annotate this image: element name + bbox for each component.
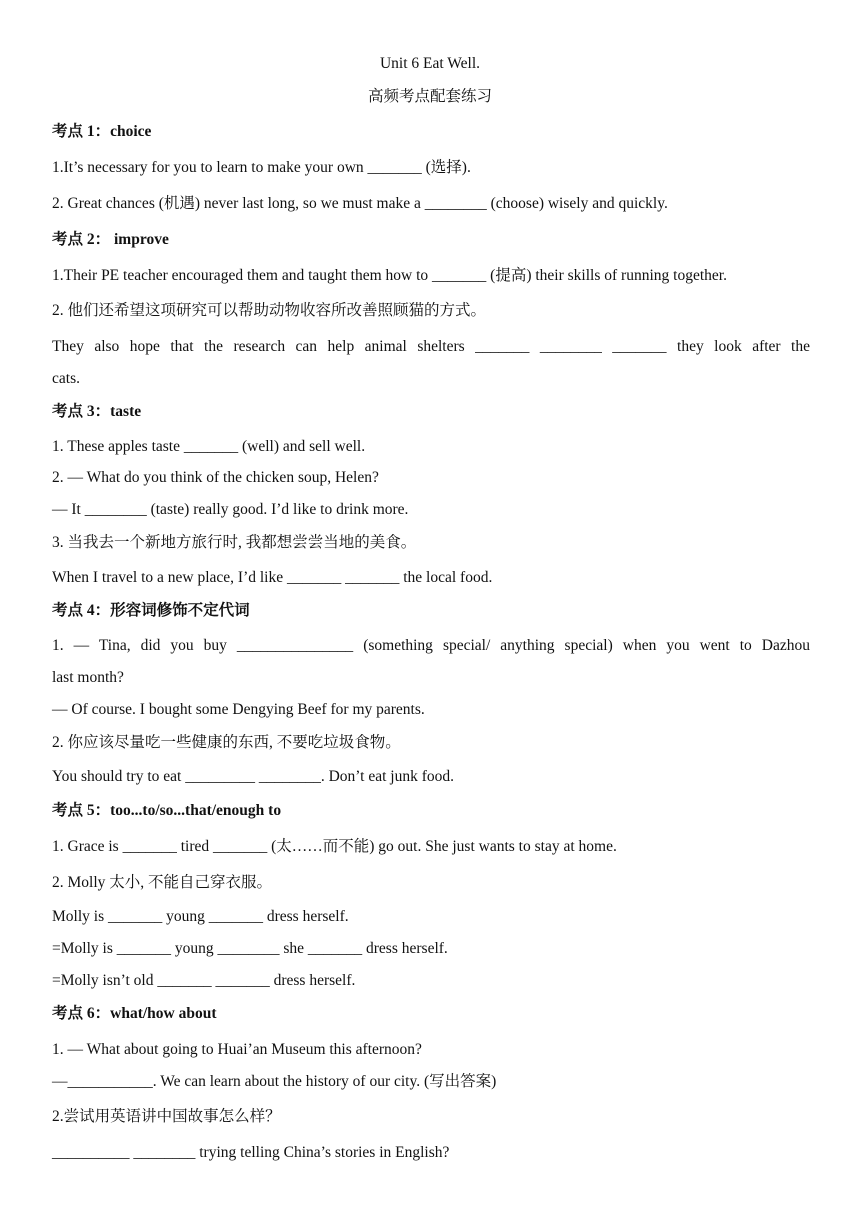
page-title: Unit 6 Eat Well. <box>379 55 481 72</box>
exercise-line: —___________. We can learn about the history of our city. (写出答案) <box>52 1073 497 1090</box>
exercise-line: cats. <box>52 370 80 387</box>
exercise-line: =Molly isn’t old _______ _______ dress herself. <box>52 972 356 989</box>
exercise-line: 1. Grace is _______ tired _______ (太……而不能) go out. She just wants to stay at home. <box>52 838 617 855</box>
exercise-line: 2.尝试用英语讲中国故事怎么样？ <box>52 1108 281 1125</box>
exercise-line: 1.Their PE teacher encouraged them and taught them how to _______ (提高) their skills of running together. <box>52 267 727 284</box>
section-heading-2: 考点 2： improve <box>52 231 169 248</box>
exercise-line: last month? <box>52 669 124 686</box>
exercise-line: When I travel to a new place, I’d like _______ _______ the local food. <box>52 569 493 586</box>
section-heading-5: 考点 5：too...to/so...that/enough to <box>52 802 282 819</box>
section-heading-4: 考点 4：形容词修饰不定代词 <box>52 602 250 619</box>
exercise-line: 1. These apples taste _______ (well) and sell well. <box>52 438 366 455</box>
exercise-line: 2. Great chances (机遇) never last long, so we must make a ________ (choose) wisely and quickly. <box>52 195 668 212</box>
exercise-line: 1. — Tina, did you buy _______________ (something special/ anything special) when you went to Dazhou <box>52 637 810 654</box>
page-subtitle: 高频考点配套练习 <box>367 88 492 105</box>
exercise-line: 3. 当我去一个新地方旅行时, 我都想尝尝当地的美食。 <box>52 534 417 551</box>
exercise-line: — It ________ (taste) really good. I’d like to drink more. <box>52 501 409 518</box>
exercise-line: 2. 你应该尽量吃一些健康的东西, 不要吃垃圾食物。 <box>52 734 401 751</box>
exercise-line: They also hope that the research can help animal shelters _______ ________ _______ they look after the <box>52 338 810 355</box>
section-heading-3: 考点 3：taste <box>52 403 142 420</box>
exercise-line: — Of course. I bought some Dengying Beef for my parents. <box>52 701 425 718</box>
exercise-line: 1.It’s necessary for you to learn to make your own _______ (选择). <box>52 159 471 176</box>
exercise-line: =Molly is _______ young ________ she _______ dress herself. <box>52 940 448 957</box>
exercise-line: You should try to eat _________ ________. Don’t eat junk food. <box>52 768 454 785</box>
exercise-line: 1. — What about going to Huai’an Museum this afternoon? <box>52 1041 422 1058</box>
exercise-line: Molly is _______ young _______ dress herself. <box>52 908 349 925</box>
exercise-line: 2. — What do you think of the chicken soup, Helen? <box>52 469 379 486</box>
exercise-line: __________ ________ trying telling China’s stories in English? <box>52 1144 450 1161</box>
section-heading-6: 考点 6：what/how about <box>52 1005 217 1022</box>
section-heading-1: 考点 1：choice <box>52 123 152 140</box>
exercise-line: 2. Molly 太小, 不能自己穿衣服。 <box>52 874 273 891</box>
exercise-line: 2. 他们还希望这项研究可以帮助动物收容所改善照顾猫的方式。 <box>52 302 487 319</box>
